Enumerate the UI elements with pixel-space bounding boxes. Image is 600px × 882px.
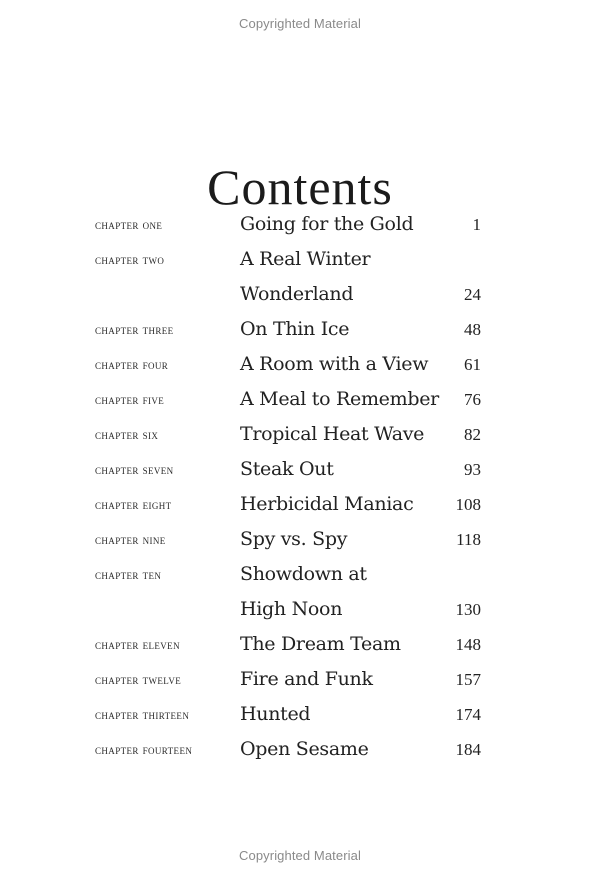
chapter-title: Tropical Heat Wave bbox=[240, 423, 425, 445]
page-number: 93 bbox=[464, 460, 481, 479]
page-number: 148 bbox=[455, 635, 481, 654]
chapter-title: Herbicidal Maniac bbox=[240, 493, 414, 515]
toc-entry bbox=[0, 659, 600, 694]
toc-entry bbox=[0, 519, 600, 554]
chapter-title: A Room with a View bbox=[240, 353, 429, 375]
page-number: 1 bbox=[472, 215, 481, 234]
watermark-bottom: Copyrighted Material bbox=[239, 848, 361, 863]
chapter-label: chapter one bbox=[95, 217, 163, 232]
toc-entry bbox=[0, 414, 600, 449]
toc-entry bbox=[0, 449, 600, 484]
page-number: 108 bbox=[455, 495, 481, 514]
chapter-label: chapter six bbox=[95, 427, 159, 442]
toc-entry bbox=[0, 554, 600, 589]
toc-entry bbox=[0, 624, 600, 659]
chapter-label: chapter three bbox=[95, 322, 174, 337]
toc-entry bbox=[0, 344, 600, 379]
chapter-title: Going for the Gold bbox=[240, 213, 414, 235]
page-number: 184 bbox=[455, 740, 481, 759]
chapter-label: chapter nine bbox=[95, 532, 166, 547]
page-number: 76 bbox=[464, 390, 481, 409]
chapter-title: On Thin Ice bbox=[240, 318, 350, 340]
toc-entry bbox=[0, 204, 600, 239]
chapter-label: chapter two bbox=[95, 252, 165, 267]
chapter-label: chapter ten bbox=[95, 567, 162, 582]
chapter-label: chapter five bbox=[95, 392, 165, 407]
toc-entry bbox=[0, 239, 600, 274]
page-number: 24 bbox=[464, 285, 481, 304]
page-number: 130 bbox=[455, 600, 481, 619]
page-number: 118 bbox=[456, 530, 481, 549]
page-number: 174 bbox=[455, 705, 481, 724]
toc-entry bbox=[0, 484, 600, 519]
chapter-label: chapter twelve bbox=[95, 672, 182, 687]
chapter-title: Open Sesame bbox=[240, 738, 369, 760]
chapter-label: chapter eleven bbox=[95, 637, 180, 652]
toc-entry bbox=[0, 589, 600, 624]
toc-entry bbox=[0, 694, 600, 729]
chapter-title: Hunted bbox=[240, 703, 311, 725]
page-number: 48 bbox=[464, 320, 481, 339]
chapter-title: A Real Winter bbox=[240, 248, 371, 270]
page-number: 82 bbox=[464, 425, 481, 444]
chapter-title: Wonderland bbox=[240, 283, 354, 305]
chapter-title: High Noon bbox=[240, 598, 343, 620]
chapter-title: The Dream Team bbox=[240, 633, 401, 655]
chapter-label: chapter eight bbox=[95, 497, 172, 512]
page-number: 61 bbox=[464, 355, 481, 374]
chapter-label: chapter fourteen bbox=[95, 742, 193, 757]
chapter-title: Spy vs. Spy bbox=[240, 528, 348, 550]
chapter-title: Fire and Funk bbox=[240, 668, 373, 690]
chapter-label: chapter thirteen bbox=[95, 707, 190, 722]
chapter-label: chapter four bbox=[95, 357, 169, 372]
toc-entry bbox=[0, 309, 600, 344]
page-title: Contents bbox=[207, 158, 393, 215]
chapter-title: Steak Out bbox=[240, 458, 334, 480]
toc-entry bbox=[0, 379, 600, 414]
toc-entry bbox=[0, 729, 600, 764]
page-number: 157 bbox=[455, 670, 481, 689]
watermark-top: Copyrighted Material bbox=[239, 16, 361, 31]
chapter-label: chapter seven bbox=[95, 462, 174, 477]
chapter-title: A Meal to Remember bbox=[240, 388, 439, 410]
toc-entry bbox=[0, 274, 600, 309]
chapter-title: Showdown at bbox=[240, 563, 367, 585]
